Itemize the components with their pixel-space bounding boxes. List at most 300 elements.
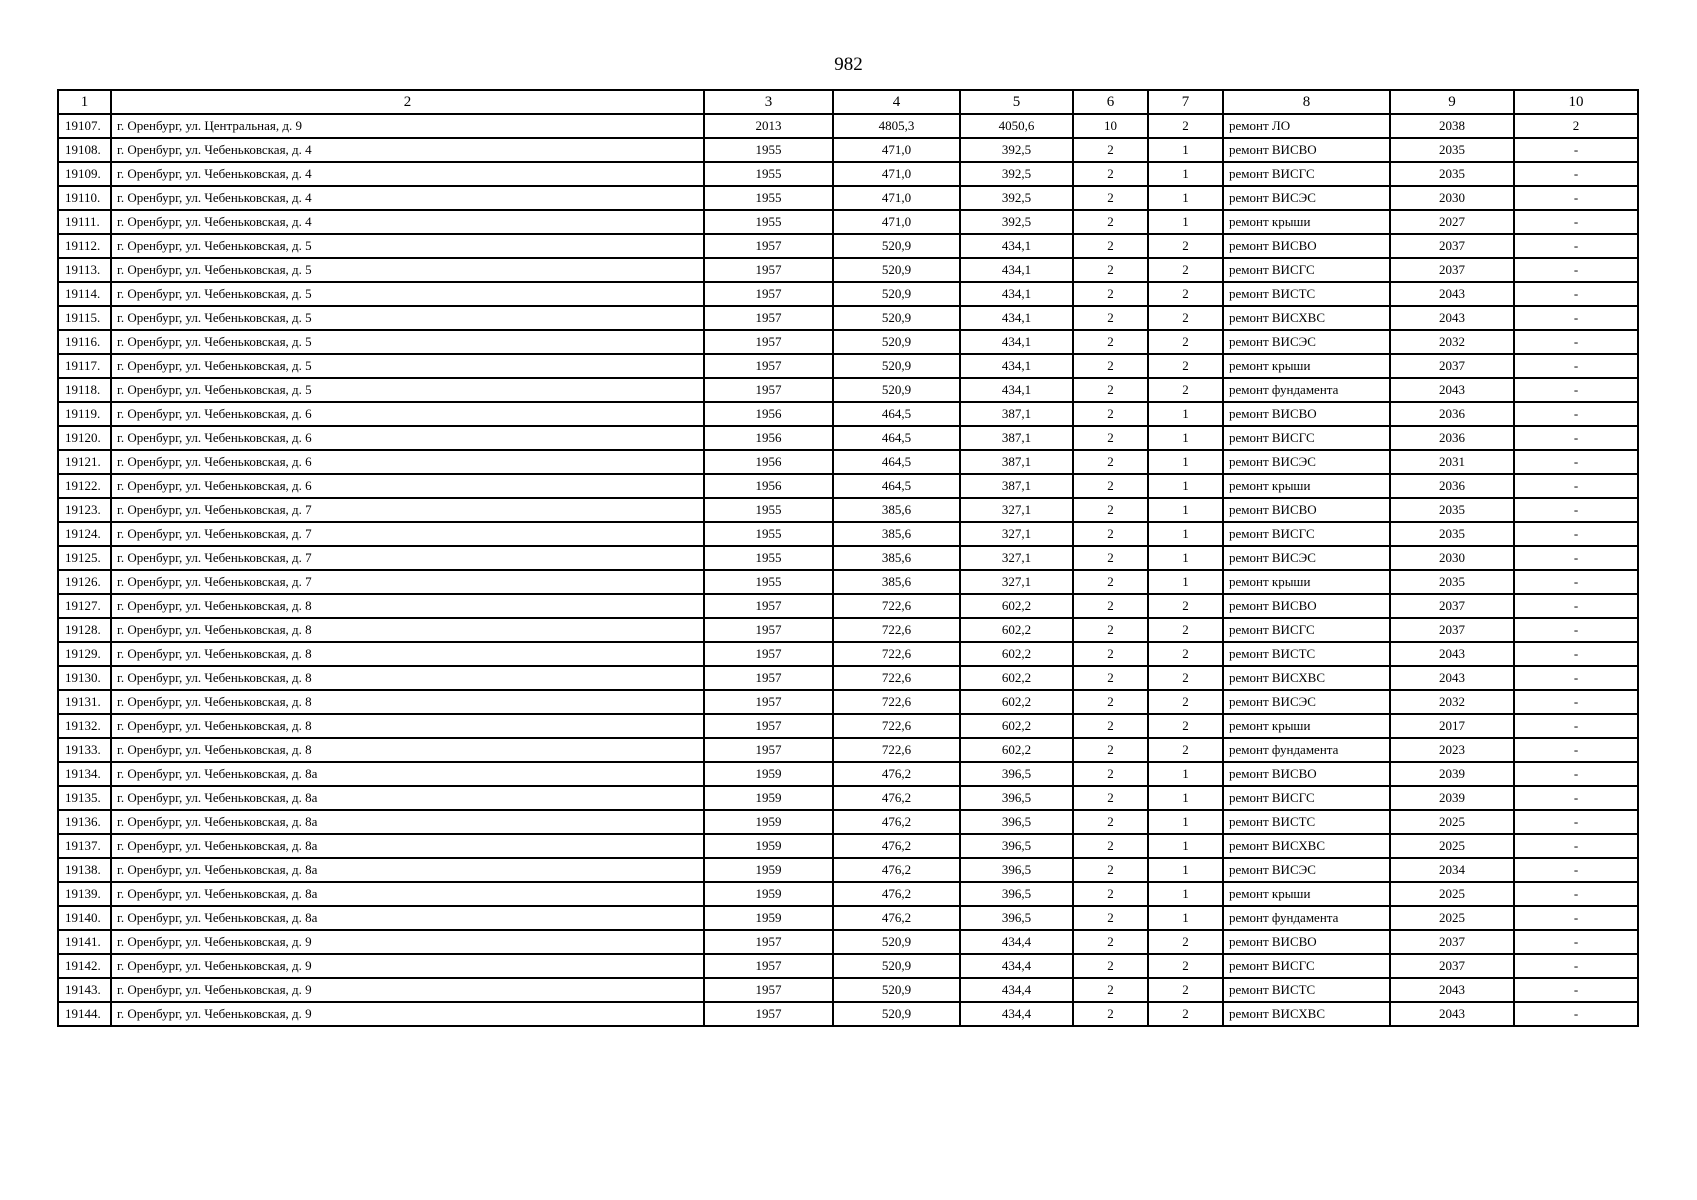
planned-year-cell: 2037 bbox=[1390, 354, 1514, 378]
area-living-cell: 602,2 bbox=[960, 618, 1073, 642]
floors-cell: 2 bbox=[1073, 546, 1148, 570]
column-header: 5 bbox=[960, 90, 1073, 114]
area-living-cell: 434,4 bbox=[960, 930, 1073, 954]
row-number-cell: 19133. bbox=[58, 738, 111, 762]
row-number-cell: 19129. bbox=[58, 642, 111, 666]
row-number-cell: 19126. bbox=[58, 570, 111, 594]
area-living-cell: 434,1 bbox=[960, 354, 1073, 378]
column-header: 4 bbox=[833, 90, 960, 114]
work-type-cell: ремонт крыши bbox=[1223, 714, 1390, 738]
column-header: 8 bbox=[1223, 90, 1390, 114]
table-row bbox=[58, 546, 1638, 570]
entrances-cell: 1 bbox=[1148, 138, 1223, 162]
entrances-cell: 1 bbox=[1148, 786, 1223, 810]
area-total-cell: 520,9 bbox=[833, 330, 960, 354]
work-type-cell: ремонт ВИСЭС bbox=[1223, 690, 1390, 714]
floors-cell: 2 bbox=[1073, 618, 1148, 642]
address-cell: г. Оренбург, ул. Чебеньковская, д. 8а bbox=[111, 786, 704, 810]
row-number-cell: 19108. bbox=[58, 138, 111, 162]
floors-cell: 2 bbox=[1073, 162, 1148, 186]
address-cell: г. Оренбург, ул. Чебеньковская, д. 8 bbox=[111, 714, 704, 738]
area-living-cell: 327,1 bbox=[960, 570, 1073, 594]
address-cell: г. Оренбург, ул. Чебеньковская, д. 8а bbox=[111, 762, 704, 786]
table-row bbox=[58, 186, 1638, 210]
area-total-cell: 476,2 bbox=[833, 906, 960, 930]
address-cell: г. Оренбург, ул. Чебеньковская, д. 8а bbox=[111, 882, 704, 906]
table-row bbox=[58, 906, 1638, 930]
address-cell: г. Оренбург, ул. Чебеньковская, д. 8а bbox=[111, 810, 704, 834]
floors-cell: 2 bbox=[1073, 498, 1148, 522]
address-cell: г. Оренбург, ул. Чебеньковская, д. 5 bbox=[111, 234, 704, 258]
address-cell: г. Оренбург, ул. Чебеньковская, д. 4 bbox=[111, 138, 704, 162]
work-type-cell: ремонт крыши bbox=[1223, 354, 1390, 378]
address-cell: г. Оренбург, ул. Чебеньковская, д. 8 bbox=[111, 594, 704, 618]
table-row bbox=[58, 378, 1638, 402]
entrances-cell: 1 bbox=[1148, 210, 1223, 234]
planned-year-cell: 2017 bbox=[1390, 714, 1514, 738]
column-header: 6 bbox=[1073, 90, 1148, 114]
entrances-cell: 1 bbox=[1148, 498, 1223, 522]
floors-cell: 2 bbox=[1073, 714, 1148, 738]
entrances-cell: 2 bbox=[1148, 234, 1223, 258]
floors-cell: 2 bbox=[1073, 378, 1148, 402]
col10-cell: - bbox=[1514, 426, 1638, 450]
row-number-cell: 19131. bbox=[58, 690, 111, 714]
row-number-cell: 19121. bbox=[58, 450, 111, 474]
planned-year-cell: 2039 bbox=[1390, 786, 1514, 810]
column-header: 9 bbox=[1390, 90, 1514, 114]
year-cell: 1959 bbox=[704, 858, 833, 882]
row-number-cell: 19125. bbox=[58, 546, 111, 570]
area-total-cell: 385,6 bbox=[833, 546, 960, 570]
floors-cell: 2 bbox=[1073, 906, 1148, 930]
year-cell: 1956 bbox=[704, 474, 833, 498]
address-cell: г. Оренбург, ул. Чебеньковская, д. 9 bbox=[111, 978, 704, 1002]
table-row bbox=[58, 570, 1638, 594]
table-row bbox=[58, 258, 1638, 282]
entrances-cell: 1 bbox=[1148, 546, 1223, 570]
area-total-cell: 464,5 bbox=[833, 426, 960, 450]
col10-cell: - bbox=[1514, 714, 1638, 738]
area-living-cell: 434,1 bbox=[960, 258, 1073, 282]
planned-year-cell: 2037 bbox=[1390, 954, 1514, 978]
year-cell: 1957 bbox=[704, 738, 833, 762]
year-cell: 1955 bbox=[704, 186, 833, 210]
year-cell: 1957 bbox=[704, 666, 833, 690]
table-row bbox=[58, 618, 1638, 642]
row-number-cell: 19132. bbox=[58, 714, 111, 738]
work-type-cell: ремонт ВИСГС bbox=[1223, 618, 1390, 642]
work-type-cell: ремонт ВИСВО bbox=[1223, 498, 1390, 522]
year-cell: 1957 bbox=[704, 714, 833, 738]
row-number-cell: 19119. bbox=[58, 402, 111, 426]
work-type-cell: ремонт ВИСГС bbox=[1223, 786, 1390, 810]
floors-cell: 2 bbox=[1073, 858, 1148, 882]
address-cell: г. Оренбург, ул. Чебеньковская, д. 4 bbox=[111, 162, 704, 186]
planned-year-cell: 2036 bbox=[1390, 426, 1514, 450]
col10-cell: - bbox=[1514, 690, 1638, 714]
planned-year-cell: 2035 bbox=[1390, 570, 1514, 594]
area-living-cell: 396,5 bbox=[960, 882, 1073, 906]
col10-cell: - bbox=[1514, 498, 1638, 522]
col10-cell: - bbox=[1514, 330, 1638, 354]
page-number: 982 bbox=[834, 54, 863, 75]
area-total-cell: 385,6 bbox=[833, 570, 960, 594]
column-header: 10 bbox=[1514, 90, 1638, 114]
table-row bbox=[58, 930, 1638, 954]
area-living-cell: 434,4 bbox=[960, 1002, 1073, 1026]
year-cell: 1957 bbox=[704, 642, 833, 666]
year-cell: 1956 bbox=[704, 402, 833, 426]
entrances-cell: 2 bbox=[1148, 690, 1223, 714]
table-row bbox=[58, 858, 1638, 882]
entrances-cell: 2 bbox=[1148, 954, 1223, 978]
planned-year-cell: 2025 bbox=[1390, 906, 1514, 930]
area-total-cell: 471,0 bbox=[833, 186, 960, 210]
planned-year-cell: 2035 bbox=[1390, 522, 1514, 546]
table-row bbox=[58, 450, 1638, 474]
row-number-cell: 19112. bbox=[58, 234, 111, 258]
table-row bbox=[58, 306, 1638, 330]
col10-cell: - bbox=[1514, 306, 1638, 330]
planned-year-cell: 2036 bbox=[1390, 402, 1514, 426]
floors-cell: 2 bbox=[1073, 450, 1148, 474]
work-type-cell: ремонт ВИСГС bbox=[1223, 522, 1390, 546]
area-total-cell: 722,6 bbox=[833, 666, 960, 690]
area-total-cell: 520,9 bbox=[833, 378, 960, 402]
year-cell: 1957 bbox=[704, 594, 833, 618]
work-type-cell: ремонт ВИСВО bbox=[1223, 930, 1390, 954]
row-number-cell: 19122. bbox=[58, 474, 111, 498]
year-cell: 1957 bbox=[704, 1002, 833, 1026]
year-cell: 1955 bbox=[704, 570, 833, 594]
work-type-cell: ремонт ВИСЭС bbox=[1223, 186, 1390, 210]
floors-cell: 2 bbox=[1073, 426, 1148, 450]
planned-year-cell: 2035 bbox=[1390, 498, 1514, 522]
year-cell: 1957 bbox=[704, 282, 833, 306]
area-total-cell: 520,9 bbox=[833, 930, 960, 954]
planned-year-cell: 2025 bbox=[1390, 810, 1514, 834]
address-cell: г. Оренбург, ул. Чебеньковская, д. 6 bbox=[111, 426, 704, 450]
col10-cell: - bbox=[1514, 594, 1638, 618]
planned-year-cell: 2039 bbox=[1390, 762, 1514, 786]
year-cell: 1957 bbox=[704, 330, 833, 354]
floors-cell: 2 bbox=[1073, 402, 1148, 426]
floors-cell: 2 bbox=[1073, 570, 1148, 594]
table-row bbox=[58, 882, 1638, 906]
work-type-cell: ремонт крыши bbox=[1223, 882, 1390, 906]
table-row bbox=[58, 714, 1638, 738]
work-type-cell: ремонт ВИСГС bbox=[1223, 954, 1390, 978]
planned-year-cell: 2034 bbox=[1390, 858, 1514, 882]
col10-cell: - bbox=[1514, 786, 1638, 810]
area-living-cell: 434,1 bbox=[960, 282, 1073, 306]
entrances-cell: 1 bbox=[1148, 186, 1223, 210]
year-cell: 1957 bbox=[704, 978, 833, 1002]
table-row bbox=[58, 498, 1638, 522]
address-cell: г. Оренбург, ул. Чебеньковская, д. 6 bbox=[111, 450, 704, 474]
area-living-cell: 327,1 bbox=[960, 522, 1073, 546]
area-total-cell: 520,9 bbox=[833, 354, 960, 378]
year-cell: 1957 bbox=[704, 258, 833, 282]
table-row bbox=[58, 642, 1638, 666]
planned-year-cell: 2038 bbox=[1390, 114, 1514, 138]
area-total-cell: 476,2 bbox=[833, 834, 960, 858]
row-number-cell: 19113. bbox=[58, 258, 111, 282]
entrances-cell: 2 bbox=[1148, 378, 1223, 402]
row-number-cell: 19127. bbox=[58, 594, 111, 618]
area-living-cell: 396,5 bbox=[960, 786, 1073, 810]
area-total-cell: 464,5 bbox=[833, 474, 960, 498]
col10-cell: - bbox=[1514, 186, 1638, 210]
year-cell: 2013 bbox=[704, 114, 833, 138]
year-cell: 1955 bbox=[704, 210, 833, 234]
address-cell: г. Оренбург, ул. Чебеньковская, д. 8а bbox=[111, 858, 704, 882]
address-cell: г. Оренбург, ул. Чебеньковская, д. 9 bbox=[111, 954, 704, 978]
floors-cell: 2 bbox=[1073, 954, 1148, 978]
area-total-cell: 520,9 bbox=[833, 258, 960, 282]
col10-cell: - bbox=[1514, 138, 1638, 162]
row-number-cell: 19130. bbox=[58, 666, 111, 690]
floors-cell: 2 bbox=[1073, 138, 1148, 162]
table-row bbox=[58, 474, 1638, 498]
area-total-cell: 476,2 bbox=[833, 882, 960, 906]
floors-cell: 2 bbox=[1073, 690, 1148, 714]
area-living-cell: 434,4 bbox=[960, 978, 1073, 1002]
entrances-cell: 2 bbox=[1148, 714, 1223, 738]
area-living-cell: 327,1 bbox=[960, 546, 1073, 570]
address-cell: г. Оренбург, ул. Чебеньковская, д. 7 bbox=[111, 546, 704, 570]
entrances-cell: 2 bbox=[1148, 666, 1223, 690]
work-type-cell: ремонт ВИСТС bbox=[1223, 978, 1390, 1002]
area-total-cell: 476,2 bbox=[833, 762, 960, 786]
work-type-cell: ремонт ВИСЭС bbox=[1223, 450, 1390, 474]
entrances-cell: 2 bbox=[1148, 978, 1223, 1002]
table-row bbox=[58, 762, 1638, 786]
floors-cell: 2 bbox=[1073, 234, 1148, 258]
table-row bbox=[58, 786, 1638, 810]
column-header: 3 bbox=[704, 90, 833, 114]
year-cell: 1957 bbox=[704, 234, 833, 258]
table-row bbox=[58, 234, 1638, 258]
planned-year-cell: 2037 bbox=[1390, 930, 1514, 954]
address-cell: г. Оренбург, ул. Чебеньковская, д. 5 bbox=[111, 306, 704, 330]
year-cell: 1957 bbox=[704, 354, 833, 378]
area-total-cell: 476,2 bbox=[833, 810, 960, 834]
address-cell: г. Оренбург, ул. Чебеньковская, д. 7 bbox=[111, 570, 704, 594]
work-type-cell: ремонт ВИСЭС bbox=[1223, 546, 1390, 570]
work-type-cell: ремонт крыши bbox=[1223, 210, 1390, 234]
table-row bbox=[58, 138, 1638, 162]
table-row bbox=[58, 330, 1638, 354]
area-total-cell: 471,0 bbox=[833, 162, 960, 186]
row-number-cell: 19123. bbox=[58, 498, 111, 522]
col10-cell: - bbox=[1514, 522, 1638, 546]
planned-year-cell: 2043 bbox=[1390, 378, 1514, 402]
work-type-cell: ремонт фундамента bbox=[1223, 906, 1390, 930]
entrances-cell: 2 bbox=[1148, 1002, 1223, 1026]
area-living-cell: 396,5 bbox=[960, 858, 1073, 882]
area-living-cell: 434,4 bbox=[960, 954, 1073, 978]
floors-cell: 2 bbox=[1073, 642, 1148, 666]
col10-cell: - bbox=[1514, 906, 1638, 930]
col10-cell: - bbox=[1514, 570, 1638, 594]
table-row bbox=[58, 834, 1638, 858]
address-cell: г. Оренбург, ул. Чебеньковская, д. 5 bbox=[111, 354, 704, 378]
table-row bbox=[58, 738, 1638, 762]
area-living-cell: 434,1 bbox=[960, 378, 1073, 402]
table-row bbox=[58, 354, 1638, 378]
col10-cell: - bbox=[1514, 1002, 1638, 1026]
area-total-cell: 722,6 bbox=[833, 642, 960, 666]
row-number-cell: 19116. bbox=[58, 330, 111, 354]
address-cell: г. Оренбург, ул. Чебеньковская, д. 8 bbox=[111, 690, 704, 714]
area-living-cell: 387,1 bbox=[960, 474, 1073, 498]
address-cell: г. Оренбург, ул. Чебеньковская, д. 6 bbox=[111, 474, 704, 498]
planned-year-cell: 2030 bbox=[1390, 546, 1514, 570]
area-living-cell: 602,2 bbox=[960, 642, 1073, 666]
planned-year-cell: 2023 bbox=[1390, 738, 1514, 762]
entrances-cell: 2 bbox=[1148, 354, 1223, 378]
year-cell: 1959 bbox=[704, 834, 833, 858]
year-cell: 1956 bbox=[704, 426, 833, 450]
table-row bbox=[58, 1002, 1638, 1026]
year-cell: 1959 bbox=[704, 786, 833, 810]
floors-cell: 2 bbox=[1073, 666, 1148, 690]
row-number-cell: 19114. bbox=[58, 282, 111, 306]
year-cell: 1959 bbox=[704, 810, 833, 834]
table-row bbox=[58, 522, 1638, 546]
work-type-cell: ремонт ВИСГС bbox=[1223, 258, 1390, 282]
table-row bbox=[58, 978, 1638, 1002]
area-living-cell: 434,1 bbox=[960, 330, 1073, 354]
planned-year-cell: 2035 bbox=[1390, 162, 1514, 186]
entrances-cell: 1 bbox=[1148, 570, 1223, 594]
col10-cell: - bbox=[1514, 234, 1638, 258]
work-type-cell: ремонт ВИСЭС bbox=[1223, 330, 1390, 354]
col10-cell: - bbox=[1514, 450, 1638, 474]
col10-cell: - bbox=[1514, 546, 1638, 570]
address-cell: г. Оренбург, ул. Чебеньковская, д. 8 bbox=[111, 666, 704, 690]
year-cell: 1959 bbox=[704, 906, 833, 930]
col10-cell: - bbox=[1514, 642, 1638, 666]
entrances-cell: 1 bbox=[1148, 906, 1223, 930]
work-type-cell: ремонт крыши bbox=[1223, 570, 1390, 594]
work-type-cell: ремонт ВИСВО bbox=[1223, 762, 1390, 786]
entrances-cell: 2 bbox=[1148, 114, 1223, 138]
column-header: 7 bbox=[1148, 90, 1223, 114]
planned-year-cell: 2043 bbox=[1390, 642, 1514, 666]
floors-cell: 2 bbox=[1073, 810, 1148, 834]
work-type-cell: ремонт ВИСВО bbox=[1223, 234, 1390, 258]
year-cell: 1959 bbox=[704, 882, 833, 906]
work-type-cell: ремонт фундамента bbox=[1223, 378, 1390, 402]
floors-cell: 2 bbox=[1073, 330, 1148, 354]
address-cell: г. Оренбург, ул. Чебеньковская, д. 4 bbox=[111, 210, 704, 234]
planned-year-cell: 2043 bbox=[1390, 282, 1514, 306]
row-number-cell: 19136. bbox=[58, 810, 111, 834]
planned-year-cell: 2031 bbox=[1390, 450, 1514, 474]
col10-cell: - bbox=[1514, 738, 1638, 762]
year-cell: 1955 bbox=[704, 498, 833, 522]
table-row bbox=[58, 666, 1638, 690]
year-cell: 1955 bbox=[704, 138, 833, 162]
col10-cell: - bbox=[1514, 402, 1638, 426]
planned-year-cell: 2043 bbox=[1390, 666, 1514, 690]
floors-cell: 2 bbox=[1073, 882, 1148, 906]
area-living-cell: 602,2 bbox=[960, 738, 1073, 762]
area-living-cell: 396,5 bbox=[960, 810, 1073, 834]
address-cell: г. Оренбург, ул. Чебеньковская, д. 7 bbox=[111, 498, 704, 522]
col10-cell: 2 bbox=[1514, 114, 1638, 138]
table-row bbox=[58, 210, 1638, 234]
table-row bbox=[58, 282, 1638, 306]
col10-cell: - bbox=[1514, 810, 1638, 834]
area-living-cell: 392,5 bbox=[960, 162, 1073, 186]
address-cell: г. Оренбург, ул. Чебеньковская, д. 5 bbox=[111, 330, 704, 354]
row-number-cell: 19134. bbox=[58, 762, 111, 786]
row-number-cell: 19118. bbox=[58, 378, 111, 402]
planned-year-cell: 2036 bbox=[1390, 474, 1514, 498]
area-living-cell: 602,2 bbox=[960, 594, 1073, 618]
work-type-cell: ремонт ВИСХВС bbox=[1223, 666, 1390, 690]
entrances-cell: 1 bbox=[1148, 882, 1223, 906]
address-cell: г. Оренбург, ул. Чебеньковская, д. 4 bbox=[111, 186, 704, 210]
area-living-cell: 602,2 bbox=[960, 666, 1073, 690]
floors-cell: 2 bbox=[1073, 930, 1148, 954]
work-type-cell: ремонт ВИСТС bbox=[1223, 810, 1390, 834]
area-living-cell: 392,5 bbox=[960, 210, 1073, 234]
table-row bbox=[58, 162, 1638, 186]
planned-year-cell: 2025 bbox=[1390, 834, 1514, 858]
area-total-cell: 471,0 bbox=[833, 210, 960, 234]
entrances-cell: 2 bbox=[1148, 618, 1223, 642]
area-living-cell: 327,1 bbox=[960, 498, 1073, 522]
planned-year-cell: 2032 bbox=[1390, 690, 1514, 714]
row-number-cell: 19109. bbox=[58, 162, 111, 186]
row-number-cell: 19138. bbox=[58, 858, 111, 882]
address-cell: г. Оренбург, ул. Чебеньковская, д. 8а bbox=[111, 906, 704, 930]
header-row bbox=[58, 90, 1638, 114]
area-living-cell: 387,1 bbox=[960, 450, 1073, 474]
table-row bbox=[58, 810, 1638, 834]
planned-year-cell: 2037 bbox=[1390, 618, 1514, 642]
work-type-cell: ремонт ВИСТС bbox=[1223, 282, 1390, 306]
entrances-cell: 1 bbox=[1148, 522, 1223, 546]
floors-cell: 2 bbox=[1073, 762, 1148, 786]
work-type-cell: ремонт ВИСГС bbox=[1223, 426, 1390, 450]
planned-year-cell: 2030 bbox=[1390, 186, 1514, 210]
row-number-cell: 19142. bbox=[58, 954, 111, 978]
entrances-cell: 1 bbox=[1148, 474, 1223, 498]
table-row bbox=[58, 114, 1638, 138]
work-type-cell: ремонт ВИСХВС bbox=[1223, 834, 1390, 858]
entrances-cell: 1 bbox=[1148, 858, 1223, 882]
work-type-cell: ремонт ВИСХВС bbox=[1223, 1002, 1390, 1026]
area-total-cell: 722,6 bbox=[833, 690, 960, 714]
year-cell: 1957 bbox=[704, 930, 833, 954]
floors-cell: 2 bbox=[1073, 354, 1148, 378]
planned-year-cell: 2043 bbox=[1390, 1002, 1514, 1026]
col10-cell: - bbox=[1514, 258, 1638, 282]
col10-cell: - bbox=[1514, 954, 1638, 978]
address-cell: г. Оренбург, ул. Чебеньковская, д. 8 bbox=[111, 738, 704, 762]
area-living-cell: 396,5 bbox=[960, 906, 1073, 930]
area-living-cell: 4050,6 bbox=[960, 114, 1073, 138]
work-type-cell: ремонт крыши bbox=[1223, 474, 1390, 498]
area-living-cell: 602,2 bbox=[960, 714, 1073, 738]
address-cell: г. Оренбург, ул. Чебеньковская, д. 9 bbox=[111, 930, 704, 954]
